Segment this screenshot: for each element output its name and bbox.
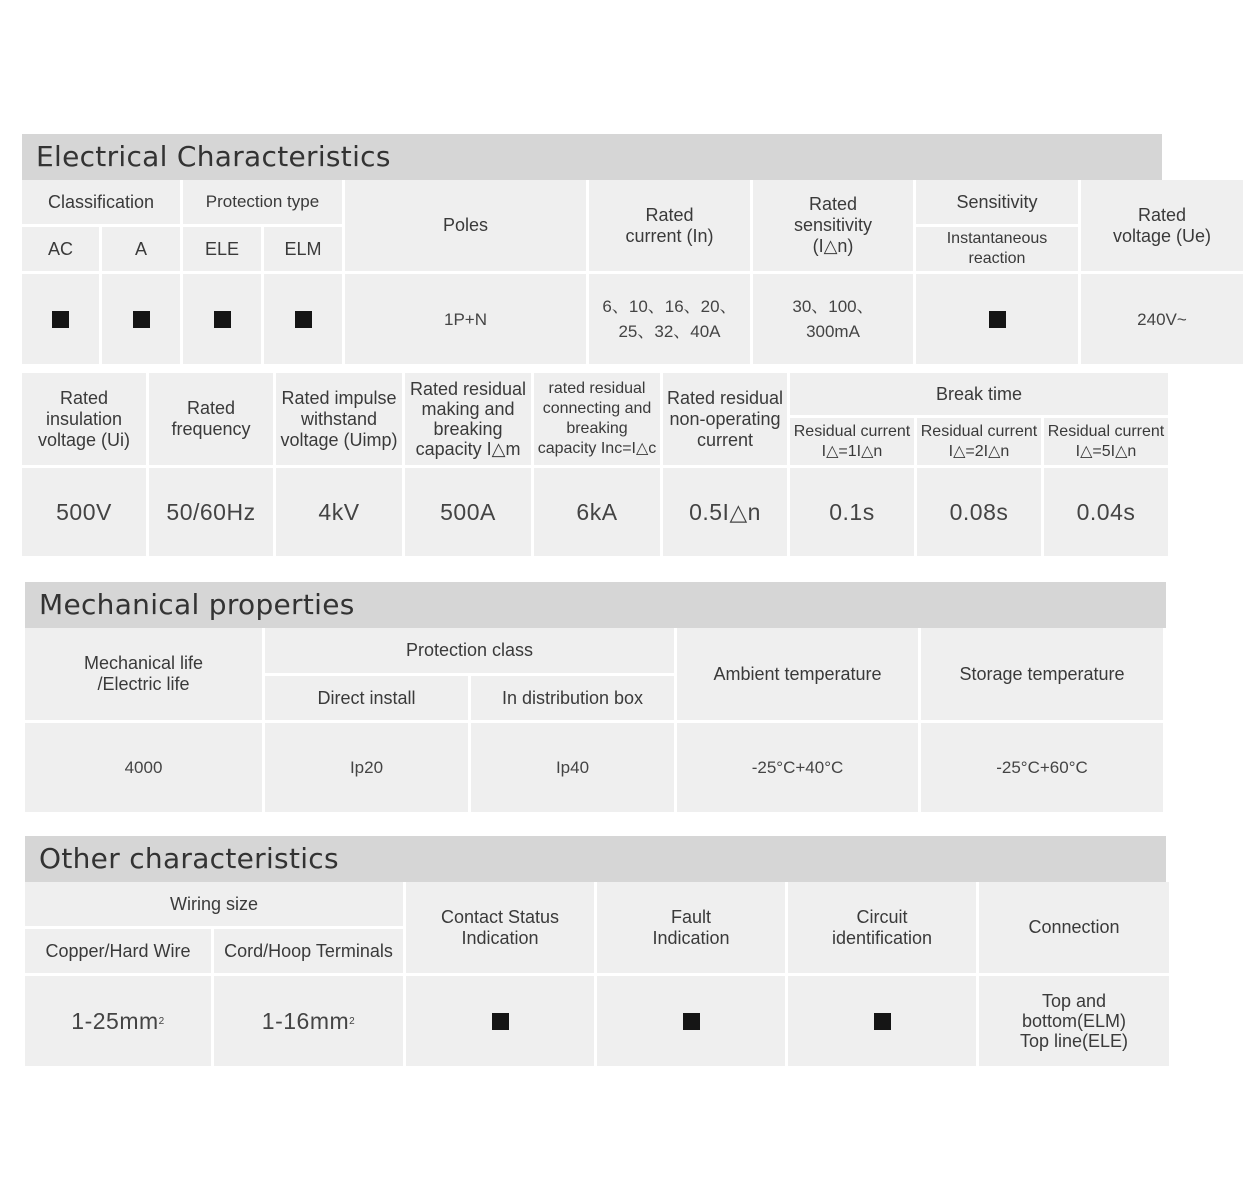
header-frequency: Rated frequency	[149, 373, 273, 465]
other-title: Other characteristics	[25, 836, 1166, 882]
header-a: A	[102, 227, 180, 271]
value-ambient: -25°C+40°C	[677, 723, 918, 812]
marker-contact-status	[406, 976, 594, 1066]
value-break-5: 0.04s	[1044, 468, 1168, 556]
electrical-table-top	[22, 180, 1212, 364]
header-ac: AC	[22, 227, 99, 271]
header-instantaneous: Instantaneous reaction	[916, 227, 1078, 271]
mechanical-title: Mechanical properties	[25, 582, 1166, 628]
header-connection: Connection	[979, 882, 1169, 973]
value-break-1: 0.1s	[790, 468, 914, 556]
header-protection-class: Protection class	[265, 628, 674, 673]
header-contact-status: Contact Status Indication	[406, 882, 594, 973]
value-frequency: 50/60Hz	[149, 468, 273, 556]
header-storage: Storage temperature	[921, 628, 1163, 720]
value-rated-sensitivity: 30、100、 300mA	[753, 274, 913, 364]
header-cord: Cord/Hoop Terminals	[214, 929, 403, 973]
header-rated-sensitivity: Rated sensitivity (I△n)	[753, 180, 913, 271]
header-ambient: Ambient temperature	[677, 628, 918, 720]
value-rated-voltage: 240V~	[1081, 274, 1243, 364]
header-residual-1: Residual current I△=1I△n	[790, 418, 914, 465]
mechanical-table	[25, 628, 1166, 812]
value-poles: 1P+N	[345, 274, 586, 364]
marker-ele	[183, 274, 261, 364]
header-life: Mechanical life /Electric life	[25, 628, 262, 720]
electrical-title: Electrical Characteristics	[22, 134, 1162, 180]
header-poles: Poles	[345, 180, 586, 271]
filled-square-icon	[295, 311, 312, 328]
filled-square-icon	[214, 311, 231, 328]
header-ele: ELE	[183, 227, 261, 271]
filled-square-icon	[492, 1013, 509, 1030]
header-residual-connecting: rated residual connecting and breaking capacity Inc=I△c	[534, 373, 660, 465]
value-insulation-voltage: 500V	[22, 468, 146, 556]
value-cord: 1-16mm 2	[214, 976, 403, 1066]
header-sensitivity: Sensitivity	[916, 180, 1078, 224]
value-non-operating: 0.5I△n	[663, 468, 787, 556]
marker-a	[102, 274, 180, 364]
value-connection: Top and bottom(ELM) Top line(ELE)	[979, 976, 1169, 1066]
marker-ac	[22, 274, 99, 364]
header-copper: Copper/Hard Wire	[25, 929, 211, 973]
marker-fault	[597, 976, 785, 1066]
header-insulation-voltage: Rated insulation voltage (Ui)	[22, 373, 146, 465]
header-protection-type: Protection type	[183, 180, 342, 224]
value-rated-current: 6、10、16、20、 25、32、40A	[589, 274, 750, 364]
header-impulse: Rated impulse withstand voltage (Uimp)	[276, 373, 402, 465]
value-impulse: 4kV	[276, 468, 402, 556]
header-elm: ELM	[264, 227, 342, 271]
other-table	[25, 882, 1166, 1066]
marker-instantaneous	[916, 274, 1078, 364]
marker-elm	[264, 274, 342, 364]
filled-square-icon	[989, 311, 1006, 328]
header-non-operating: Rated residual non-operating current	[663, 373, 787, 465]
header-wiring-size: Wiring size	[25, 882, 403, 926]
value-copper: 1-25mm 2	[25, 976, 211, 1066]
marker-circuit	[788, 976, 976, 1066]
value-connecting: 6kA	[534, 468, 660, 556]
header-rated-current: Rated current (In)	[589, 180, 750, 271]
filled-square-icon	[874, 1013, 891, 1030]
filled-square-icon	[683, 1013, 700, 1030]
filled-square-icon	[133, 311, 150, 328]
value-distribution-box: Ip40	[471, 723, 674, 812]
electrical-table-bottom	[22, 373, 1165, 556]
header-circuit: Circuit identification	[788, 882, 976, 973]
value-direct-install: Ip20	[265, 723, 468, 812]
header-fault: Fault Indication	[597, 882, 785, 973]
filled-square-icon	[52, 311, 69, 328]
header-direct-install: Direct install	[265, 676, 468, 720]
header-residual-2: Residual current I△=2I△n	[917, 418, 1041, 465]
header-classification: Classification	[22, 180, 180, 224]
header-residual-making: Rated residual making and breaking capacity I△m	[405, 373, 531, 465]
value-making: 500A	[405, 468, 531, 556]
header-residual-5: Residual current I△=5I△n	[1044, 418, 1168, 465]
header-rated-voltage: Rated voltage (Ue)	[1081, 180, 1243, 271]
value-break-2: 0.08s	[917, 468, 1041, 556]
header-distribution-box: In distribution box	[471, 676, 674, 720]
value-life: 4000	[25, 723, 262, 812]
value-storage: -25°C+60°C	[921, 723, 1163, 812]
header-break-time: Break time	[790, 373, 1168, 415]
